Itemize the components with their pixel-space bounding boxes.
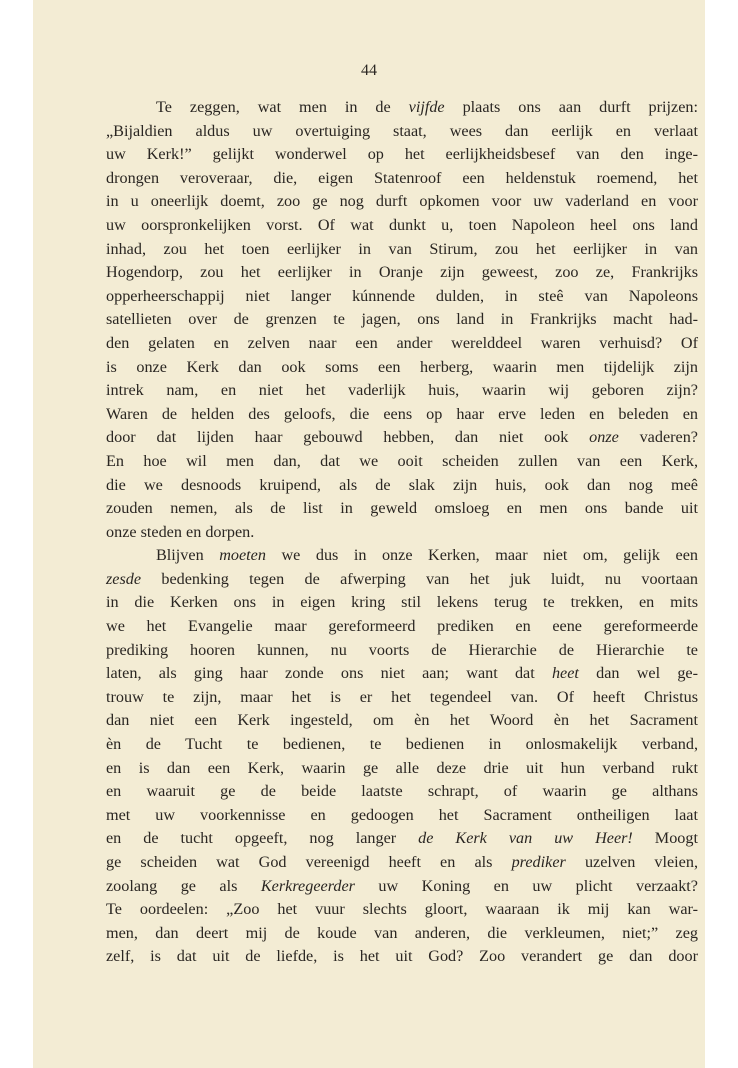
text-segment: ge scheiden wat God vereenigd heeft en als — [106, 853, 512, 871]
text-segment: èn de Tucht te bedienen, te bedienen in onlosmakelijk verband, — [106, 735, 698, 754]
text-segment: En hoe wil men dan, dat we ooit scheiden zullen van een Kerk, — [106, 451, 698, 470]
text-segment: prediking hooren kunnen, nu voorts de Hierarchie de Hierarchie te — [106, 640, 698, 659]
page-number: 44 — [361, 62, 377, 79]
text-line — [106, 356, 698, 380]
text-segment: onze steden en dorpen. — [106, 522, 255, 541]
text-line — [106, 96, 698, 120]
text-segment: opperheerschappij niet langer kúnnende dulden, in steê van Napoleons — [106, 286, 698, 305]
book-page — [33, 0, 705, 1068]
text-line — [106, 615, 698, 639]
text-segment: drongen veroveraar, die, eigen Statenroof een heldenstuk roemend, het — [106, 168, 698, 187]
text-segment: laten, als ging haar zonde ons niet aan; want dat — [106, 664, 552, 683]
text-line — [106, 379, 698, 403]
text-segment: en is dan een Kerk, waarin ge alle deze drie uit hun verband rukt — [106, 758, 698, 777]
text-line — [106, 544, 698, 568]
text-segment: dan niet een Kerk ingesteld, om èn het Woord èn het Sacrament — [106, 711, 698, 730]
text-segment: vaderen? — [618, 428, 698, 447]
italic-text: Kerkregeerder — [260, 876, 355, 895]
text-segment: uzelven vleien, — [565, 853, 699, 871]
text-line — [106, 167, 698, 191]
text-segment: in die Kerken ons in eigen kring stil lekens terug te trekken, en mits — [106, 593, 698, 612]
body-text — [106, 96, 698, 969]
text-segment: zelf, is dat uit de liefde, is het uit God? Zoo verandert ge dan door — [106, 947, 698, 966]
text-segment: in u oneerlijk doemt, zoo ge nog durft opkomen voor uw vaderland en voor — [106, 192, 698, 211]
text-segment: die we desnoods kruipend, als de slak zijn huis, ook dan nog meê — [106, 475, 698, 494]
text-segment: den gelaten en zelven naar een ander werelddeel waren verhuisd? Of — [106, 333, 698, 352]
text-line — [106, 827, 698, 851]
text-segment: satellieten over de grenzen te jagen, ons land in Frankrijks macht had- — [106, 310, 698, 329]
text-line — [106, 804, 698, 828]
text-line — [106, 733, 698, 757]
italic-text: moeten — [219, 546, 266, 565]
text-line — [106, 190, 698, 214]
text-segment: Blijven — [156, 546, 220, 565]
text-segment: zoolang ge als — [106, 876, 261, 895]
text-segment: bedenking tegen de afwerping van het juk luidt, nu voortaan — [141, 569, 698, 588]
text-line — [106, 686, 698, 710]
text-line — [106, 639, 698, 663]
text-segment: zouden nemen, als de list in geweld omsloeg en men ons bande uit — [106, 499, 698, 518]
text-line — [106, 898, 698, 922]
text-segment: uw Koning en uw plicht verzaakt? — [354, 876, 698, 895]
text-segment: Hogendorp, zou het eerlijker in Oranje zijn geweest, zoo ze, Frankrijks — [106, 263, 698, 282]
text-segment: Te zeggen, wat men in de — [156, 98, 409, 116]
text-segment: met uw voorkennisse en gedoogen het Sacrament ontheiligen laat — [106, 805, 698, 824]
italic-text: onze — [589, 428, 619, 447]
text-line — [106, 521, 698, 545]
text-segment: plaats ons aan durft prijzen: — [444, 98, 698, 116]
italic-text: heet — [551, 664, 579, 683]
text-segment: Waren de helden des geloofs, die eens op haar erve leden en beleden en — [106, 404, 698, 423]
text-segment: intrek nam, en niet het vaderlijk huis, waarin wij geboren zijn? — [106, 381, 698, 400]
text-line — [106, 709, 698, 733]
text-line — [106, 662, 698, 686]
text-line — [106, 238, 698, 262]
text-segment: „Bijaldien aldus uw overtuiging staat, wees dan eerlijk en verlaat — [106, 121, 698, 140]
text-line — [106, 450, 698, 474]
text-segment: men, dan deert mij de koude van anderen, die verkleumen, niet;” zeg — [106, 923, 698, 942]
text-line — [106, 214, 698, 238]
text-line — [106, 261, 698, 285]
text-line — [106, 332, 698, 356]
text-line — [106, 922, 698, 946]
text-line — [106, 143, 698, 167]
text-line — [106, 426, 698, 450]
text-line — [106, 120, 698, 144]
text-segment: en de tucht opgeeft, nog langer — [106, 829, 419, 848]
text-segment: uw Kerk!” gelijkt wonderwel op het eerlijkheidsbesef van den inge- — [106, 145, 698, 164]
text-segment: door dat lijden haar gebouwd hebben, dan niet ook — [106, 428, 590, 447]
text-line — [106, 945, 698, 969]
text-segment: we het Evangelie maar gereformeerd prediken en eene gereformeerde — [106, 617, 698, 636]
text-segment: uw oorspronkelijken vorst. Of wat dunkt u, toen Napoleon heel ons land — [106, 215, 698, 234]
text-segment: trouw te zijn, maar het is er het tegendeel van. Of heeft Christus — [106, 687, 698, 706]
text-line — [106, 780, 698, 804]
text-line — [106, 757, 698, 781]
text-segment: dan wel ge- — [578, 664, 698, 683]
text-line — [106, 285, 698, 309]
italic-text: vijfde — [408, 98, 445, 116]
italic-text: de Kerk van uw Heer! — [418, 829, 633, 848]
text-line — [106, 308, 698, 332]
text-line — [106, 591, 698, 615]
text-line — [106, 568, 698, 592]
text-line — [106, 875, 698, 899]
text-line — [106, 851, 698, 875]
italic-text: zesde — [106, 569, 142, 588]
italic-text: prediker — [511, 853, 566, 871]
text-segment: Moogt — [632, 829, 698, 848]
text-segment: we dus in onze Kerken, maar niet om, gelijk een — [265, 546, 698, 565]
text-line — [106, 474, 698, 498]
text-line — [106, 497, 698, 521]
text-segment: Te oordeelen: „Zoo het vuur slechts gloort, waaraan ik mij kan war- — [106, 900, 698, 919]
text-segment: en waaruit ge de beide laatste schrapt, of waarin ge althans — [106, 782, 698, 801]
text-segment: inhad, zou het toen eerlijker in van Stirum, zou het eerlijker in van — [106, 239, 698, 258]
text-segment: is onze Kerk dan ook soms een herberg, waarin men tijdelijk zijn — [106, 357, 698, 376]
text-line — [106, 403, 698, 427]
